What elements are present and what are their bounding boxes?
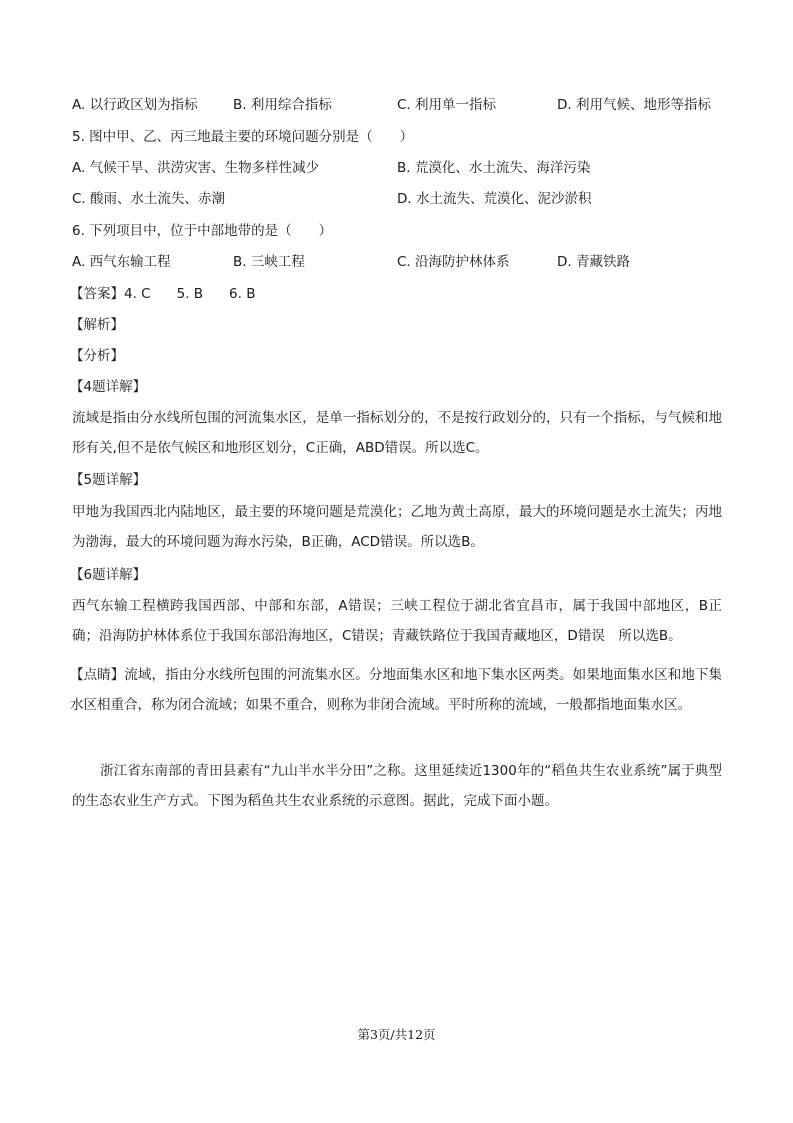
q5-option-a: A. 气候干旱、洪涝灾害、生物多样性减少 (72, 160, 320, 176)
detail5-label: 【5题详解】 (70, 472, 147, 488)
answer-line (70, 284, 255, 304)
analysis-sub-label: 【分析】 (70, 348, 124, 364)
q6-option-d: D. 青藏铁路 (557, 254, 630, 270)
intro-paragraph: 浙江省东南部的青田县素有“九山半水半分田”之称。这里延续近1300年的“稻鱼共生农业系统”属于典型的生态农业生产方式。下图为稻鱼共生农业系统的示意图。据此，完成下面小题。 (72, 763, 722, 809)
analysis-label: 【解析】 (70, 317, 124, 333)
detail4-text: 流域是指由分水线所包围的河流集水区，是单一指标划分的，不是按行政划分的，只有一个指标，与气候和地形有关,但不是依气候区和地形区划分，C正确，ABD错误。所以选C。 (72, 410, 722, 456)
q6-stem: 6. 下列项目中，位于中部地带的是（ ） (72, 223, 333, 239)
q6-option-b: B. 三峡工程 (233, 254, 305, 270)
answer-q4: 4. C (124, 286, 151, 302)
q4-option-b: B. 利用综合指标 (233, 97, 332, 113)
q5-option-d: D. 水土流失、荒漠化、泥沙淤积 (397, 191, 592, 207)
detail6-label: 【6题详解】 (70, 567, 147, 583)
key-point-note: 【点睛】流域，指由分水线所包围的河流集水区。分地面集水区和地下集水区两类。如果地面集水区和地下集水区相重合，称为闭合流域；如果不重合，则称为非闭合流域。平时所称的流域，一般都指地面集水区。 (70, 667, 722, 713)
q6-option-a: A. 西气东输工程 (72, 254, 171, 270)
detail5-text: 甲地为我国西北内陆地区，最主要的环境问题是荒漠化；乙地为黄土高原，最大的环境问题是水土流失；丙地为渤海，最大的环境问题为海水污染，B正确，ACD错误。所以选B。 (72, 504, 722, 550)
detail6-text: 西气东输工程横跨我国西部、中部和东部，A错误；三峡工程位于湖北省宜昌市，属于我国中部地区，B正确；沿海防护林体系位于我国东部沿海地区，C错误；青藏铁路位于我国青藏地区，D错误 所以选B。 (72, 598, 722, 644)
q5-option-b: B. 荒漠化、水土流失、海洋污染 (397, 160, 591, 176)
q5-stem: 5. 图中甲、乙、丙三地最主要的环境问题分别是（ ） (72, 129, 414, 145)
q6-option-c: C. 沿海防护林体系 (397, 254, 510, 270)
q5-option-c: C. 酸雨、水土流失、赤潮 (72, 191, 226, 207)
q4-option-a: A. 以行政区划为指标 (72, 97, 198, 113)
answer-label: 【答案】 (70, 286, 124, 302)
detail4-label: 【4题详解】 (70, 379, 147, 395)
answer-q5: 5. B (176, 286, 204, 302)
q4-option-c: C. 利用单一指标 (397, 97, 497, 113)
answer-q6: 6. B (229, 286, 256, 302)
q4-option-d: D. 利用气候、地形等指标 (557, 97, 711, 113)
page-footer: 第3页/共12页 (357, 1027, 436, 1042)
